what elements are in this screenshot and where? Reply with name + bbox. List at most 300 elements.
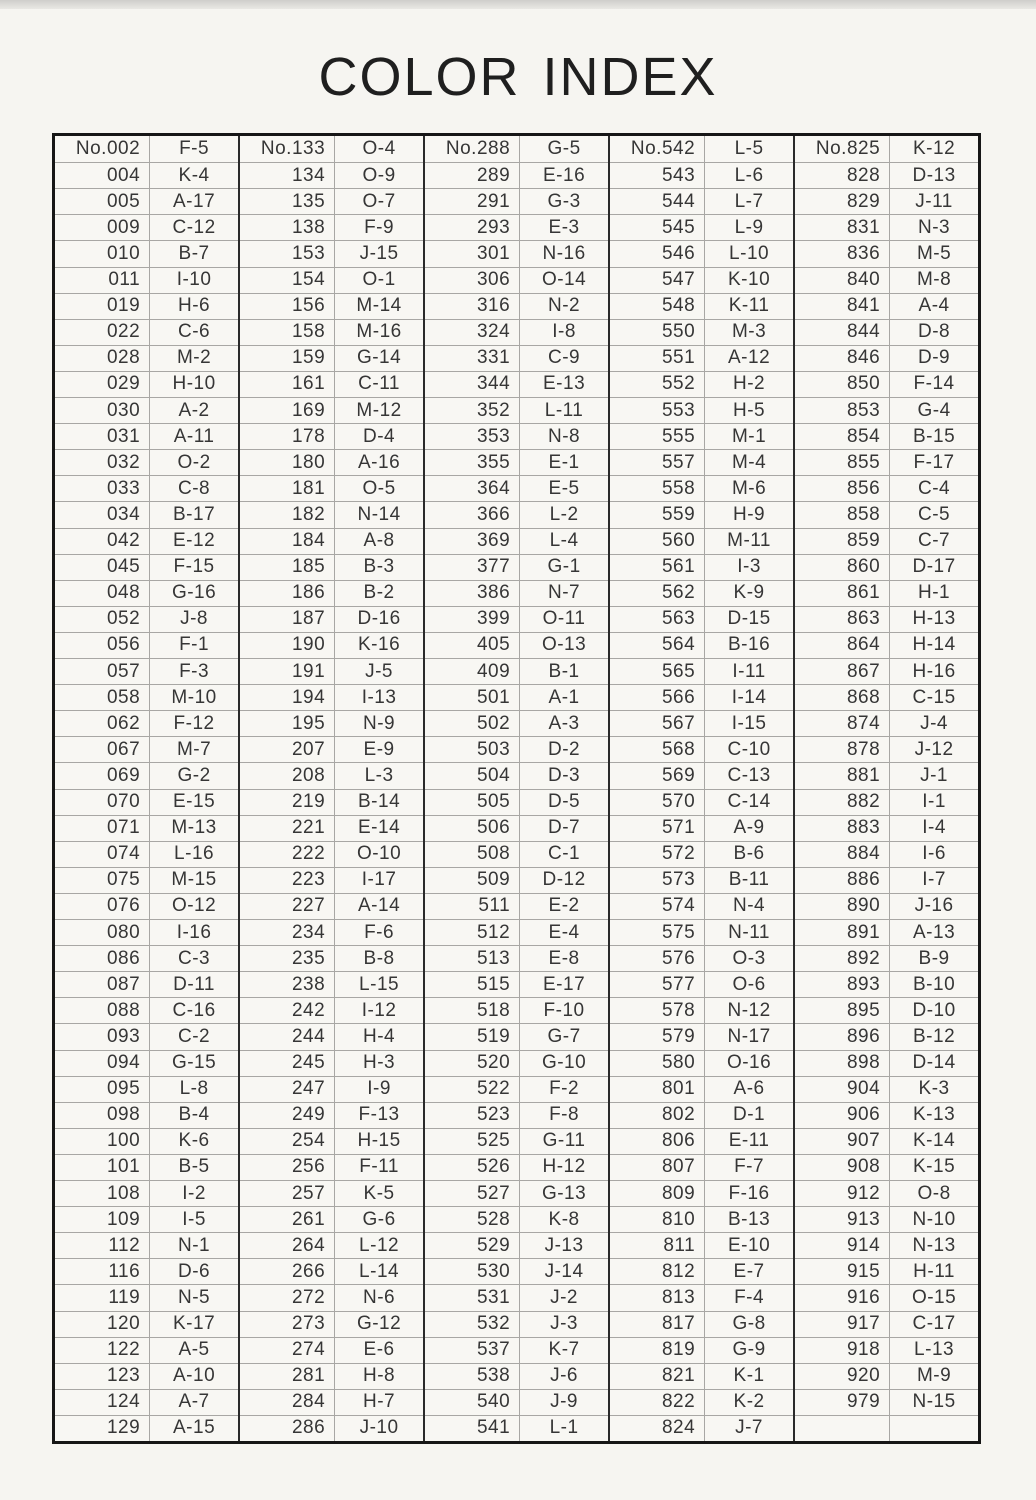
index-number: 154 bbox=[240, 267, 335, 293]
index-number: 080 bbox=[55, 919, 150, 945]
grid-code: I-12 bbox=[335, 997, 423, 1023]
index-number: 366 bbox=[425, 501, 520, 527]
index-number: 563 bbox=[610, 606, 705, 632]
table-column-group bbox=[793, 136, 978, 1441]
index-number: 274 bbox=[240, 1337, 335, 1363]
grid-code: F-13 bbox=[335, 1102, 423, 1128]
grid-code: O-7 bbox=[335, 188, 423, 214]
grid-code: O-6 bbox=[705, 971, 793, 997]
grid-code: L-6 bbox=[705, 162, 793, 188]
grid-code: L-9 bbox=[705, 214, 793, 240]
index-number: 030 bbox=[55, 397, 150, 423]
index-number: 386 bbox=[425, 580, 520, 606]
index-number: 918 bbox=[795, 1337, 890, 1363]
index-number: 019 bbox=[55, 293, 150, 319]
grid-code: B-17 bbox=[150, 501, 238, 527]
grid-code: F-11 bbox=[335, 1154, 423, 1180]
index-number: 841 bbox=[795, 293, 890, 319]
grid-code: G-11 bbox=[520, 1128, 608, 1154]
index-number: 355 bbox=[425, 449, 520, 475]
grid-code: O-5 bbox=[335, 475, 423, 501]
index-number: 508 bbox=[425, 841, 520, 867]
grid-code: O-4 bbox=[362, 138, 396, 160]
grid-code: O-12 bbox=[150, 893, 238, 919]
index-number: No.542 bbox=[610, 136, 705, 162]
index-number: 523 bbox=[425, 1102, 520, 1128]
grid-code: G-2 bbox=[150, 762, 238, 788]
index-number: 116 bbox=[55, 1258, 150, 1284]
grid-code: L-5 bbox=[734, 138, 764, 160]
index-number: 244 bbox=[240, 1023, 335, 1049]
index-number: 546 bbox=[610, 240, 705, 266]
index-number: 070 bbox=[55, 789, 150, 815]
grid-code: B-10 bbox=[890, 971, 978, 997]
index-number: 863 bbox=[795, 606, 890, 632]
grid-code: F-4 bbox=[705, 1284, 793, 1310]
grid-code: B-12 bbox=[890, 1023, 978, 1049]
grid-code: C-5 bbox=[890, 501, 978, 527]
index-number: 272 bbox=[240, 1284, 335, 1310]
grid-code: O-9 bbox=[335, 162, 423, 188]
grid-code: D-13 bbox=[890, 162, 978, 188]
grid-code: I-15 bbox=[705, 710, 793, 736]
page-top-edge bbox=[0, 0, 1036, 9]
index-number: 261 bbox=[240, 1206, 335, 1232]
index-number: 256 bbox=[240, 1154, 335, 1180]
table-column-group bbox=[423, 136, 608, 1441]
index-number: 031 bbox=[55, 423, 150, 449]
index-number: 904 bbox=[795, 1076, 890, 1102]
grid-code: N-17 bbox=[705, 1023, 793, 1049]
index-number: 034 bbox=[55, 501, 150, 527]
index-number: 208 bbox=[240, 762, 335, 788]
grid-code: D-12 bbox=[520, 867, 608, 893]
index-number: 344 bbox=[425, 371, 520, 397]
grid-code: E-15 bbox=[150, 789, 238, 815]
grid-code: O-13 bbox=[520, 632, 608, 658]
index-number: 567 bbox=[610, 710, 705, 736]
grid-code bbox=[890, 1415, 978, 1441]
grid-code: K-9 bbox=[705, 580, 793, 606]
index-number: 806 bbox=[610, 1128, 705, 1154]
grid-code: N-15 bbox=[890, 1389, 978, 1415]
index-number: 886 bbox=[795, 867, 890, 893]
grid-code: I-1 bbox=[890, 789, 978, 815]
index-number: 161 bbox=[240, 371, 335, 397]
index-number: 860 bbox=[795, 554, 890, 580]
index-number: 564 bbox=[610, 632, 705, 658]
grid-code: F-2 bbox=[520, 1076, 608, 1102]
grid-code: A-5 bbox=[150, 1337, 238, 1363]
grid-code: D-8 bbox=[890, 319, 978, 345]
grid-code: J-12 bbox=[890, 736, 978, 762]
grid-code: A-15 bbox=[150, 1415, 238, 1441]
grid-code: H-10 bbox=[150, 371, 238, 397]
grid-code: M-2 bbox=[150, 345, 238, 371]
index-number: 979 bbox=[795, 1389, 890, 1415]
grid-code: J-3 bbox=[520, 1311, 608, 1337]
index-number: 045 bbox=[55, 554, 150, 580]
grid-code: G-9 bbox=[705, 1337, 793, 1363]
grid-code: D-7 bbox=[520, 815, 608, 841]
index-number: 520 bbox=[425, 1050, 520, 1076]
grid-code: D-1 bbox=[705, 1102, 793, 1128]
index-number: 195 bbox=[240, 710, 335, 736]
grid-code: A-12 bbox=[705, 345, 793, 371]
index-number: 112 bbox=[55, 1232, 150, 1258]
index-number: 914 bbox=[795, 1232, 890, 1258]
index-number: 540 bbox=[425, 1389, 520, 1415]
index-number: 898 bbox=[795, 1050, 890, 1076]
grid-code: G-10 bbox=[520, 1050, 608, 1076]
grid-code: D-4 bbox=[335, 423, 423, 449]
grid-code: K-6 bbox=[150, 1128, 238, 1154]
index-number: 076 bbox=[55, 893, 150, 919]
grid-code: F-14 bbox=[890, 371, 978, 397]
grid-code: K-12 bbox=[913, 138, 956, 160]
grid-code: H-11 bbox=[890, 1258, 978, 1284]
index-number: 828 bbox=[795, 162, 890, 188]
grid-code: N-9 bbox=[335, 710, 423, 736]
grid-code: K-17 bbox=[150, 1311, 238, 1337]
index-number: 005 bbox=[55, 188, 150, 214]
index-number: 185 bbox=[240, 554, 335, 580]
grid-code: F-8 bbox=[520, 1102, 608, 1128]
index-number: 109 bbox=[55, 1206, 150, 1232]
grid-code: K-4 bbox=[150, 162, 238, 188]
index-number: 011 bbox=[55, 267, 150, 293]
index-number: 551 bbox=[610, 345, 705, 371]
grid-code: A-17 bbox=[150, 188, 238, 214]
grid-code: J-9 bbox=[520, 1389, 608, 1415]
index-number: 504 bbox=[425, 762, 520, 788]
index-number: No.002 bbox=[55, 136, 150, 162]
grid-code: C-17 bbox=[890, 1311, 978, 1337]
grid-code: B-3 bbox=[335, 554, 423, 580]
index-number: 855 bbox=[795, 449, 890, 475]
index-number: 884 bbox=[795, 841, 890, 867]
index-number: 227 bbox=[240, 893, 335, 919]
grid-code: C-11 bbox=[335, 371, 423, 397]
index-number: 075 bbox=[55, 867, 150, 893]
index-number: 532 bbox=[425, 1311, 520, 1337]
index-number: No.288 bbox=[425, 136, 520, 162]
grid-code: O-11 bbox=[520, 606, 608, 632]
index-number: 286 bbox=[240, 1415, 335, 1441]
grid-code: N-4 bbox=[705, 893, 793, 919]
index-number: 920 bbox=[795, 1363, 890, 1389]
index-number: 184 bbox=[240, 528, 335, 554]
grid-code: B-5 bbox=[150, 1154, 238, 1180]
index-number: 840 bbox=[795, 267, 890, 293]
index-number: 883 bbox=[795, 815, 890, 841]
index-number: No.825 bbox=[795, 136, 890, 162]
grid-code: N-12 bbox=[705, 997, 793, 1023]
page-title: COLOR INDEX bbox=[318, 47, 718, 107]
grid-code: J-6 bbox=[520, 1363, 608, 1389]
grid-code: K-5 bbox=[335, 1180, 423, 1206]
grid-code: M-13 bbox=[150, 815, 238, 841]
grid-code: F-3 bbox=[150, 658, 238, 684]
grid-code: B-7 bbox=[150, 240, 238, 266]
index-number: 548 bbox=[610, 293, 705, 319]
index-number: 527 bbox=[425, 1180, 520, 1206]
grid-code: B-4 bbox=[150, 1102, 238, 1128]
index-number: 074 bbox=[55, 841, 150, 867]
index-number: 867 bbox=[795, 658, 890, 684]
index-number: 569 bbox=[610, 762, 705, 788]
grid-code: E-8 bbox=[520, 945, 608, 971]
index-number: 257 bbox=[240, 1180, 335, 1206]
index-number: 813 bbox=[610, 1284, 705, 1310]
grid-code: B-1 bbox=[520, 658, 608, 684]
index-number: 153 bbox=[240, 240, 335, 266]
grid-code: A-9 bbox=[705, 815, 793, 841]
grid-code: L-15 bbox=[335, 971, 423, 997]
index-number: 266 bbox=[240, 1258, 335, 1284]
grid-code: D-15 bbox=[705, 606, 793, 632]
index-number: 916 bbox=[795, 1284, 890, 1310]
index-number: 281 bbox=[240, 1363, 335, 1389]
grid-code: C-10 bbox=[705, 736, 793, 762]
grid-code: B-2 bbox=[335, 580, 423, 606]
grid-code: L-4 bbox=[520, 528, 608, 554]
grid-code: I-8 bbox=[520, 319, 608, 345]
index-number: 191 bbox=[240, 658, 335, 684]
grid-code: F-9 bbox=[335, 214, 423, 240]
index-number: 032 bbox=[55, 449, 150, 475]
grid-code: A-10 bbox=[150, 1363, 238, 1389]
grid-code: I-14 bbox=[705, 684, 793, 710]
index-number: 853 bbox=[795, 397, 890, 423]
index-number: 858 bbox=[795, 501, 890, 527]
grid-code: J-11 bbox=[890, 188, 978, 214]
index-number: 122 bbox=[55, 1337, 150, 1363]
grid-code: C-7 bbox=[890, 528, 978, 554]
index-number: 331 bbox=[425, 345, 520, 371]
index-number: 273 bbox=[240, 1311, 335, 1337]
grid-code: B-6 bbox=[705, 841, 793, 867]
index-number: 289 bbox=[425, 162, 520, 188]
grid-code: C-15 bbox=[890, 684, 978, 710]
index-number: 238 bbox=[240, 971, 335, 997]
grid-code: D-5 bbox=[520, 789, 608, 815]
grid-code: M-12 bbox=[335, 397, 423, 423]
index-number: 135 bbox=[240, 188, 335, 214]
grid-code: L-11 bbox=[520, 397, 608, 423]
grid-code: O-14 bbox=[520, 267, 608, 293]
grid-code: M-7 bbox=[150, 736, 238, 762]
index-number: 086 bbox=[55, 945, 150, 971]
index-number: 048 bbox=[55, 580, 150, 606]
index-number: 907 bbox=[795, 1128, 890, 1154]
grid-code: E-3 bbox=[520, 214, 608, 240]
index-number: 222 bbox=[240, 841, 335, 867]
grid-code: H-12 bbox=[520, 1154, 608, 1180]
grid-code: M-3 bbox=[705, 319, 793, 345]
grid-code: K-11 bbox=[705, 293, 793, 319]
table-column-group bbox=[238, 136, 423, 1441]
grid-code: M-14 bbox=[335, 293, 423, 319]
color-index-table bbox=[52, 133, 981, 1444]
grid-code: F-6 bbox=[335, 919, 423, 945]
grid-code: L-1 bbox=[520, 1415, 608, 1441]
index-number: 138 bbox=[240, 214, 335, 240]
index-number: 515 bbox=[425, 971, 520, 997]
grid-code: I-6 bbox=[890, 841, 978, 867]
index-number: 555 bbox=[610, 423, 705, 449]
index-number: 249 bbox=[240, 1102, 335, 1128]
grid-code: K-15 bbox=[890, 1154, 978, 1180]
grid-code: D-6 bbox=[150, 1258, 238, 1284]
index-number: 895 bbox=[795, 997, 890, 1023]
grid-code: A-4 bbox=[890, 293, 978, 319]
grid-code: H-3 bbox=[335, 1050, 423, 1076]
index-number: 846 bbox=[795, 345, 890, 371]
grid-code: J-4 bbox=[890, 710, 978, 736]
grid-code: C-3 bbox=[150, 945, 238, 971]
grid-code: E-17 bbox=[520, 971, 608, 997]
grid-code: E-10 bbox=[705, 1232, 793, 1258]
grid-code: D-16 bbox=[335, 606, 423, 632]
grid-code: O-3 bbox=[705, 945, 793, 971]
grid-code: I-17 bbox=[335, 867, 423, 893]
index-number: 194 bbox=[240, 684, 335, 710]
grid-code: N-8 bbox=[520, 423, 608, 449]
index-number: 528 bbox=[425, 1206, 520, 1232]
index-number: 810 bbox=[610, 1206, 705, 1232]
index-number: 518 bbox=[425, 997, 520, 1023]
grid-code: N-13 bbox=[890, 1232, 978, 1258]
index-number: 859 bbox=[795, 528, 890, 554]
index-number: 864 bbox=[795, 632, 890, 658]
grid-code: N-3 bbox=[890, 214, 978, 240]
index-number: 506 bbox=[425, 815, 520, 841]
index-number: 052 bbox=[55, 606, 150, 632]
index-number: 245 bbox=[240, 1050, 335, 1076]
grid-code: F-5 bbox=[179, 138, 210, 160]
grid-code: I-4 bbox=[890, 815, 978, 841]
index-number: 058 bbox=[55, 684, 150, 710]
index-number: 571 bbox=[610, 815, 705, 841]
index-number: 801 bbox=[610, 1076, 705, 1102]
grid-code: N-1 bbox=[150, 1232, 238, 1258]
index-number: 156 bbox=[240, 293, 335, 319]
index-number: 093 bbox=[55, 1023, 150, 1049]
index-number: 557 bbox=[610, 449, 705, 475]
index-number: 502 bbox=[425, 710, 520, 736]
index-number: 577 bbox=[610, 971, 705, 997]
index-number: 819 bbox=[610, 1337, 705, 1363]
index-number: 119 bbox=[55, 1284, 150, 1310]
grid-code: K-3 bbox=[890, 1076, 978, 1102]
index-number: 882 bbox=[795, 789, 890, 815]
grid-code: I-3 bbox=[705, 554, 793, 580]
grid-code: M-4 bbox=[705, 449, 793, 475]
index-number: 242 bbox=[240, 997, 335, 1023]
index-number: 409 bbox=[425, 658, 520, 684]
index-number: 180 bbox=[240, 449, 335, 475]
grid-code: M-15 bbox=[150, 867, 238, 893]
grid-code: G-7 bbox=[520, 1023, 608, 1049]
index-number: 129 bbox=[55, 1415, 150, 1441]
index-number: 537 bbox=[425, 1337, 520, 1363]
grid-code: A-16 bbox=[335, 449, 423, 475]
index-number: 108 bbox=[55, 1180, 150, 1206]
index-number: 811 bbox=[610, 1232, 705, 1258]
grid-code: N-7 bbox=[520, 580, 608, 606]
index-number: 915 bbox=[795, 1258, 890, 1284]
index-number: 100 bbox=[55, 1128, 150, 1154]
index-number: 544 bbox=[610, 188, 705, 214]
grid-code: L-10 bbox=[705, 240, 793, 266]
index-number: 028 bbox=[55, 345, 150, 371]
grid-code: A-8 bbox=[335, 528, 423, 554]
grid-code: O-2 bbox=[150, 449, 238, 475]
index-number: No.133 bbox=[240, 136, 335, 162]
grid-code: L-14 bbox=[335, 1258, 423, 1284]
grid-code: D-3 bbox=[520, 762, 608, 788]
index-number: 547 bbox=[610, 267, 705, 293]
grid-code: E-16 bbox=[520, 162, 608, 188]
grid-code: H-15 bbox=[335, 1128, 423, 1154]
grid-code: E-5 bbox=[520, 475, 608, 501]
index-number: 511 bbox=[425, 893, 520, 919]
index-number: 913 bbox=[795, 1206, 890, 1232]
index-number: 881 bbox=[795, 762, 890, 788]
index-number: 579 bbox=[610, 1023, 705, 1049]
index-number: 022 bbox=[55, 319, 150, 345]
grid-code: C-6 bbox=[150, 319, 238, 345]
index-number: 123 bbox=[55, 1363, 150, 1389]
index-number: 509 bbox=[425, 867, 520, 893]
grid-code: E-6 bbox=[335, 1337, 423, 1363]
index-number: 134 bbox=[240, 162, 335, 188]
index-number: 543 bbox=[610, 162, 705, 188]
index-number: 352 bbox=[425, 397, 520, 423]
grid-code: O-10 bbox=[335, 841, 423, 867]
index-number: 526 bbox=[425, 1154, 520, 1180]
grid-code: E-12 bbox=[150, 528, 238, 554]
index-number: 821 bbox=[610, 1363, 705, 1389]
index-number: 178 bbox=[240, 423, 335, 449]
grid-code: H-2 bbox=[705, 371, 793, 397]
grid-code: N-11 bbox=[705, 919, 793, 945]
grid-code: J-13 bbox=[520, 1232, 608, 1258]
index-number bbox=[795, 1415, 890, 1441]
grid-code: G-12 bbox=[335, 1311, 423, 1337]
index-number: 893 bbox=[795, 971, 890, 997]
grid-code: M-8 bbox=[890, 267, 978, 293]
index-number: 565 bbox=[610, 658, 705, 684]
index-number: 822 bbox=[610, 1389, 705, 1415]
grid-code: D-17 bbox=[890, 554, 978, 580]
grid-code: E-2 bbox=[520, 893, 608, 919]
index-number: 553 bbox=[610, 397, 705, 423]
grid-code: A-7 bbox=[150, 1389, 238, 1415]
index-number: 101 bbox=[55, 1154, 150, 1180]
grid-code: H-1 bbox=[890, 580, 978, 606]
index-number: 169 bbox=[240, 397, 335, 423]
grid-code: F-10 bbox=[520, 997, 608, 1023]
grid-code: K-1 bbox=[705, 1363, 793, 1389]
grid-code: C-14 bbox=[705, 789, 793, 815]
grid-code: C-1 bbox=[520, 841, 608, 867]
index-number: 364 bbox=[425, 475, 520, 501]
grid-code: J-14 bbox=[520, 1258, 608, 1284]
index-number: 221 bbox=[240, 815, 335, 841]
index-number: 405 bbox=[425, 632, 520, 658]
